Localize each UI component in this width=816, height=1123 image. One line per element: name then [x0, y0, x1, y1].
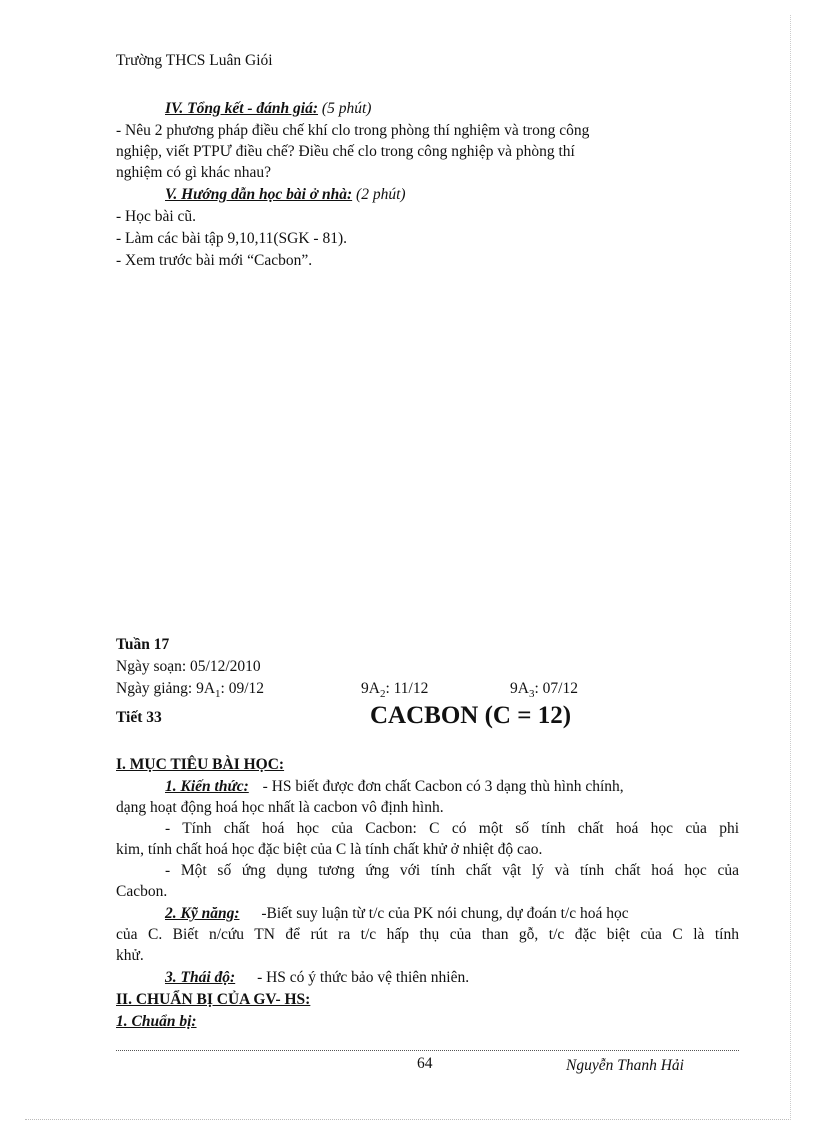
class3-sub: 3 — [528, 688, 535, 701]
class2-base: 9A — [361, 680, 380, 697]
author-name: Nguyễn Thanh Hải — [566, 1057, 684, 1074]
footer-divider — [116, 1050, 739, 1051]
prep-date: Ngày soạn: 05/12/2010 — [116, 658, 261, 675]
knowledge-text-1: - HS biết được đơn chất Cacbon có 3 dạng thù hình chính, — [262, 778, 624, 795]
objectives-heading: I. MỤC TIÊU BÀI HỌC: — [116, 756, 285, 773]
knowledge-label: 1. Kiến thức: — [165, 778, 249, 795]
attitude-label: 3. Thái độ: — [165, 969, 236, 986]
chem-line-1: - Tính chất hoá học của Cacbon: C có một số tính chất hoá học của phi — [165, 820, 739, 837]
app-line-2: Cacbon. — [116, 883, 168, 900]
class2-date: : 11/12 — [385, 680, 429, 697]
attitude-line — [165, 967, 469, 988]
skills-line-1 — [165, 903, 629, 924]
page-number: 64 — [417, 1055, 433, 1072]
lesson-title: CACBON (C = 12) — [370, 702, 572, 729]
app-line-1: - Một số ứng dụng tương ứng với tính chất vật lý và tính chất hoá học của — [165, 862, 739, 879]
class2-group — [361, 678, 428, 699]
skills-line-3: khử. — [116, 947, 144, 964]
knowledge-line-1 — [165, 776, 739, 797]
class3-base: 9A — [510, 680, 529, 697]
section-5-line-1: - Học bài cũ. — [116, 208, 197, 225]
section-4-line-2: nghiệp, viết PTPƯ điều chế? Điều chế clo trong công nghiệp và phòng thí — [116, 143, 575, 160]
skills-label: 2. Kỹ năng: — [165, 905, 240, 922]
school-header: Trường THCS Luân Giói — [116, 52, 273, 69]
page-border-bottom — [25, 1119, 791, 1120]
section-5-heading-line — [165, 184, 406, 205]
section-5-line-3: - Xem trước bài mới “Cacbon”. — [116, 252, 313, 269]
class3-group — [510, 678, 578, 699]
chem-line-2: kim, tính chất hoá học đặc biệt của C là tính chất khử ở nhiệt độ cao. — [116, 841, 543, 858]
section-4-heading-line — [165, 98, 371, 119]
teach-label: Ngày giảng: 9A — [116, 680, 216, 697]
section-5-line-2: - Làm các bài tập 9,10,11(SGK - 81). — [116, 230, 347, 247]
section-4-line-1: - Nêu 2 phương pháp điều chế khí clo trong phòng thí nghiệm và trong công — [116, 122, 590, 139]
class2-sub: 2 — [379, 688, 386, 701]
skills-line-2: của C. Biết n/cứu TN để rút ra t/c hấp thụ của than gỗ, t/c đặc biệt của C là tính — [116, 926, 739, 943]
section-4-time: (5 phút) — [321, 100, 372, 117]
page-border-right — [790, 15, 791, 1120]
class1-sub: 1 — [215, 688, 221, 701]
preparation-sub-heading: 1. Chuẩn bị: — [116, 1013, 197, 1030]
class1-date: : 09/12 — [220, 680, 265, 697]
skills-text-1: -Biết suy luận từ t/c của PK nói chung, dự đoán t/c hoá học — [261, 905, 629, 922]
section-5-heading: V. Hướng dẫn học bài ở nhà: — [165, 186, 353, 203]
preparation-heading: II. CHUẨN BỊ CỦA GV- HS: — [116, 991, 311, 1008]
attitude-text: - HS có ý thức bảo vệ thiên nhiên. — [257, 969, 470, 986]
period-label: Tiết 33 — [116, 709, 162, 726]
section-4-heading: IV. Tổng kết - đánh giá: — [165, 100, 319, 117]
class3-date: : 07/12 — [534, 680, 578, 697]
week-label: Tuần 17 — [116, 636, 170, 653]
section-5-time: (2 phút) — [356, 186, 406, 203]
knowledge-line-2: dạng hoạt động hoá học nhất là cacbon vô định hình. — [116, 799, 444, 816]
teach-date-line — [116, 678, 264, 699]
section-4-line-3: nghiệm có gì khác nhau? — [116, 164, 271, 181]
